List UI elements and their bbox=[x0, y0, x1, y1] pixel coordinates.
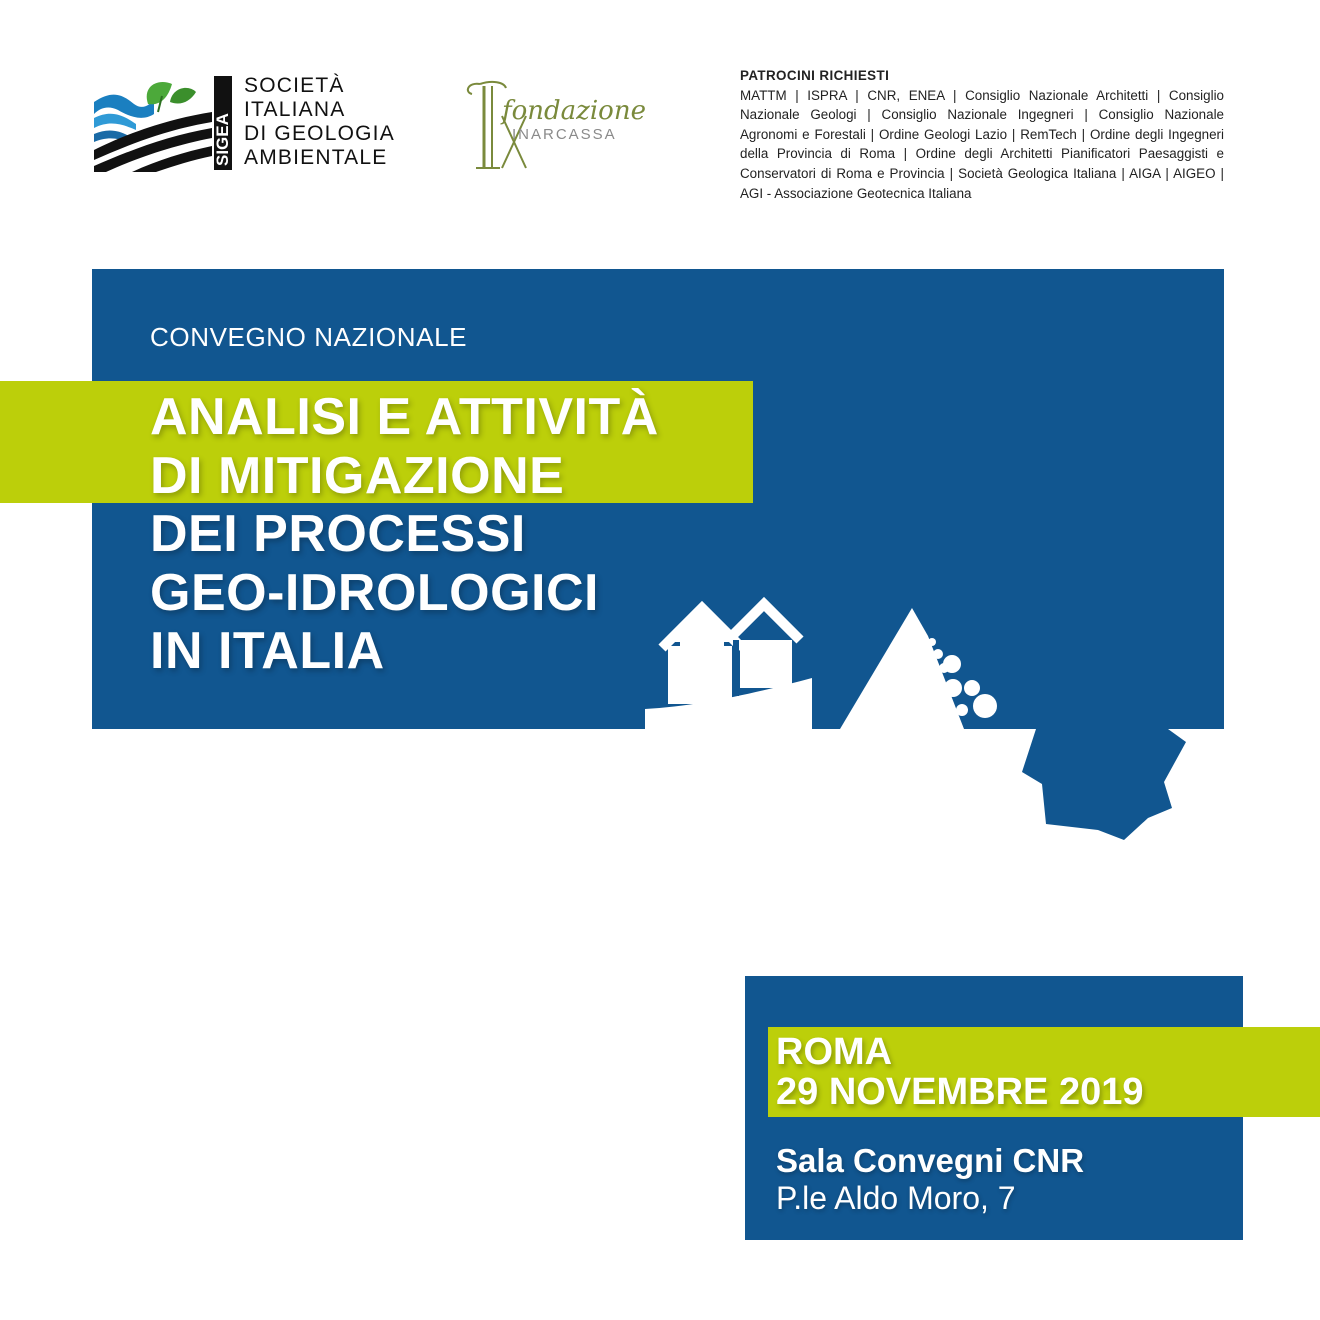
venue-name: Sala Convegni CNR bbox=[776, 1142, 1085, 1179]
patrocini-title: PATROCINI RICHIESTI bbox=[740, 68, 890, 83]
event-title-line: GEO-IDROLOGICI bbox=[150, 563, 599, 622]
event-day: 29 NOVEMBRE 2019 bbox=[776, 1071, 1144, 1113]
inarcassa-sub: INARCASSA bbox=[512, 126, 617, 143]
sigea-name-line: ITALIANA bbox=[244, 98, 346, 121]
event-date bbox=[776, 1032, 1144, 1112]
event-title bbox=[150, 388, 659, 681]
venue-address: P.le Aldo Moro, 7 bbox=[776, 1180, 1016, 1216]
sigea-name-line: SOCIETÀ bbox=[244, 74, 345, 97]
event-title-line: DEI PROCESSI bbox=[150, 505, 526, 563]
event-title-line: IN ITALIA bbox=[150, 622, 385, 680]
event-city: ROMA bbox=[776, 1031, 893, 1073]
inarcassa-word: fondazione bbox=[502, 96, 646, 126]
event-title-line: ANALISI E ATTIVITÀ bbox=[150, 388, 659, 446]
sigea-logo-text: SIGEA bbox=[213, 113, 232, 166]
event-type: CONVEGNO NAZIONALE bbox=[150, 322, 468, 352]
event-title-line: DI MITIGAZIONE bbox=[150, 446, 565, 505]
sigea-name-line: DI GEOLOGIA bbox=[244, 122, 395, 145]
patrocini-block bbox=[740, 66, 1224, 203]
patrocini-list: MATTM | ISPRA | CNR, ENEA | Consiglio Nazionale Architetti | Consiglio Nazionale Geologi | Consiglio Nazionale Ingegneri | Consiglio Nazionale Agronomi e Forestali | Ordine Geologi Lazio | RemTech | Ordine degli Ingegneri della Provincia di Roma | Ordine degli Architetti Pianificatori Paesaggisti e Conservatori di Roma e Provincia | Società Geologica Italiana | AIGA | AIGEO | AGI - Associazione Geotecnica Italiana bbox=[740, 87, 1224, 201]
sigea-name bbox=[244, 74, 395, 170]
sigea-logo bbox=[92, 72, 232, 172]
sigea-name-line: AMBIENTALE bbox=[244, 146, 388, 169]
